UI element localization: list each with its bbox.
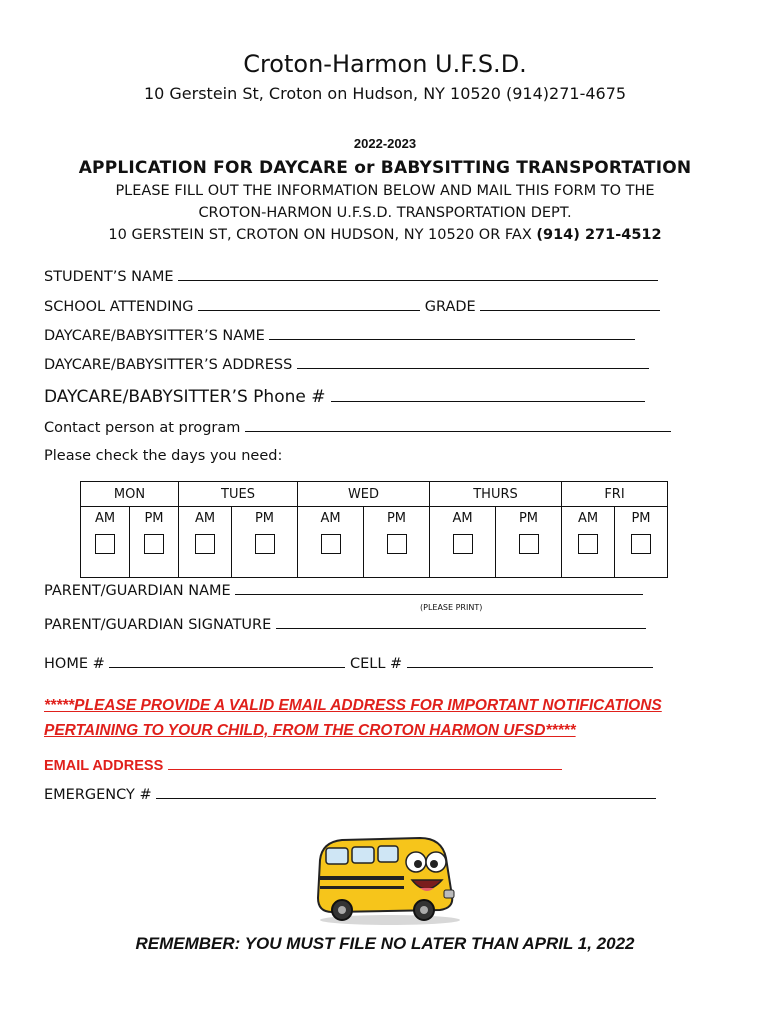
email-notice-line-2: PERTAINING TO YOUR CHILD, FROM THE CROTON HARMON UFSD*****	[44, 722, 576, 739]
wed-pm-cell	[364, 507, 430, 578]
daycare-address-label: DAYCARE/BABYSITTER’S ADDRESS	[44, 357, 293, 373]
org-address: 10 Gerstein St, Croton on Hudson, NY 10520 (914)271-4675	[143, 84, 627, 103]
contact-person-row	[44, 419, 671, 436]
tues-pm-cell	[232, 507, 298, 578]
mon-am-cell	[81, 507, 130, 578]
thurs-pm-checkbox[interactable]	[519, 534, 539, 554]
form-title: APPLICATION FOR DAYCARE or BABYSITTING TRANSPORTATION	[78, 158, 692, 178]
day-header-tues: TUES	[179, 482, 298, 507]
fax-number: (914) 271-4512	[536, 227, 662, 243]
days-table	[80, 481, 668, 578]
email-field[interactable]	[168, 757, 562, 770]
student-name-label: STUDENT’S NAME	[44, 269, 174, 285]
contact-person-label: Contact person at program	[44, 420, 241, 436]
daycare-phone-field[interactable]	[331, 389, 645, 402]
school-attending-field[interactable]	[198, 298, 420, 311]
thurs-pm-cell	[496, 507, 562, 578]
mon-pm-checkbox[interactable]	[144, 534, 164, 554]
cell-phone-label: CELL #	[349, 656, 403, 672]
student-name-field[interactable]	[178, 268, 658, 281]
please-print-note: (PLEASE PRINT)	[420, 603, 483, 612]
tues-am-cell	[179, 507, 232, 578]
daycare-address-field[interactable]	[297, 356, 649, 369]
days-prompt: Please check the days you need:	[44, 448, 283, 464]
ampm-label: AM	[577, 511, 599, 526]
mon-pm-cell	[130, 507, 179, 578]
emergency-row	[44, 786, 656, 803]
ampm-label: PM	[144, 511, 164, 526]
wed-am-checkbox[interactable]	[321, 534, 341, 554]
instruction-line-3	[0, 227, 770, 243]
wed-pm-checkbox[interactable]	[387, 534, 407, 554]
school-bus-icon	[312, 832, 462, 927]
parent-signature-field[interactable]	[276, 616, 646, 629]
email-row	[44, 757, 562, 774]
home-phone-field[interactable]	[109, 655, 345, 668]
grade-field[interactable]	[480, 298, 660, 311]
contact-person-field[interactable]	[245, 419, 671, 432]
phone-row	[44, 655, 653, 672]
home-phone-label: HOME #	[44, 656, 105, 672]
daycare-name-row	[44, 327, 635, 344]
email-notice-line-1: *****PLEASE PROVIDE A VALID EMAIL ADDRESS FOR IMPORTANT NOTIFICATIONS	[44, 697, 662, 714]
day-header-fri: FRI	[562, 482, 668, 507]
student-name-row	[44, 268, 658, 285]
fri-am-cell	[562, 507, 615, 578]
school-year: 2022-2023	[353, 136, 417, 151]
day-header-wed: WED	[298, 482, 430, 507]
parent-signature-label: PARENT/GUARDIAN SIGNATURE	[44, 617, 272, 633]
thurs-am-checkbox[interactable]	[453, 534, 473, 554]
school-attending-label: SCHOOL ATTENDING	[44, 299, 194, 315]
wed-am-cell	[298, 507, 364, 578]
org-name: Croton-Harmon U.F.S.D.	[243, 50, 527, 78]
fri-pm-checkbox[interactable]	[631, 534, 651, 554]
daycare-phone-label: DAYCARE/BABYSITTER’S Phone #	[44, 387, 326, 407]
instruction-line-3-text: 10 GERSTEIN ST, CROTON ON HUDSON, NY 10520 OR FAX	[108, 227, 537, 243]
parent-name-field[interactable]	[235, 582, 643, 595]
fri-am-checkbox[interactable]	[578, 534, 598, 554]
instruction-line-1: PLEASE FILL OUT THE INFORMATION BELOW AND MAIL THIS FORM TO THE	[115, 183, 655, 199]
day-header-thurs: THURS	[430, 482, 562, 507]
day-header-mon: MON	[81, 482, 179, 507]
emergency-label: EMERGENCY #	[44, 787, 152, 803]
fri-pm-cell	[615, 507, 668, 578]
ampm-label: PM	[386, 511, 407, 526]
ampm-label: PM	[631, 511, 651, 526]
instruction-line-2: CROTON-HARMON U.F.S.D. TRANSPORTATION DEPT.	[198, 205, 572, 221]
parent-signature-row	[44, 616, 646, 633]
email-label: EMAIL ADDRESS	[44, 758, 164, 774]
ampm-label: AM	[320, 511, 341, 526]
emergency-field[interactable]	[156, 786, 656, 799]
school-grade-row	[44, 298, 660, 315]
ampm-label: AM	[94, 511, 116, 526]
thurs-am-cell	[430, 507, 496, 578]
tues-am-checkbox[interactable]	[195, 534, 215, 554]
tues-pm-checkbox[interactable]	[255, 534, 275, 554]
ampm-label: PM	[254, 511, 275, 526]
cell-phone-field[interactable]	[407, 655, 653, 668]
parent-name-row	[44, 582, 643, 599]
ampm-label: AM	[194, 511, 216, 526]
ampm-label: AM	[452, 511, 473, 526]
daycare-name-label: DAYCARE/BABYSITTER’S NAME	[44, 328, 265, 344]
parent-name-label: PARENT/GUARDIAN NAME	[44, 583, 231, 599]
mon-am-checkbox[interactable]	[95, 534, 115, 554]
days-header-row	[81, 482, 668, 507]
daycare-phone-row	[44, 387, 645, 407]
grade-label: GRADE	[424, 299, 476, 315]
daycare-address-row	[44, 356, 649, 373]
ampm-label: PM	[518, 511, 539, 526]
days-checkbox-row	[81, 507, 668, 578]
deadline-reminder: REMEMBER: YOU MUST FILE NO LATER THAN APRIL 1, 2022	[135, 934, 635, 953]
daycare-name-field[interactable]	[269, 327, 635, 340]
